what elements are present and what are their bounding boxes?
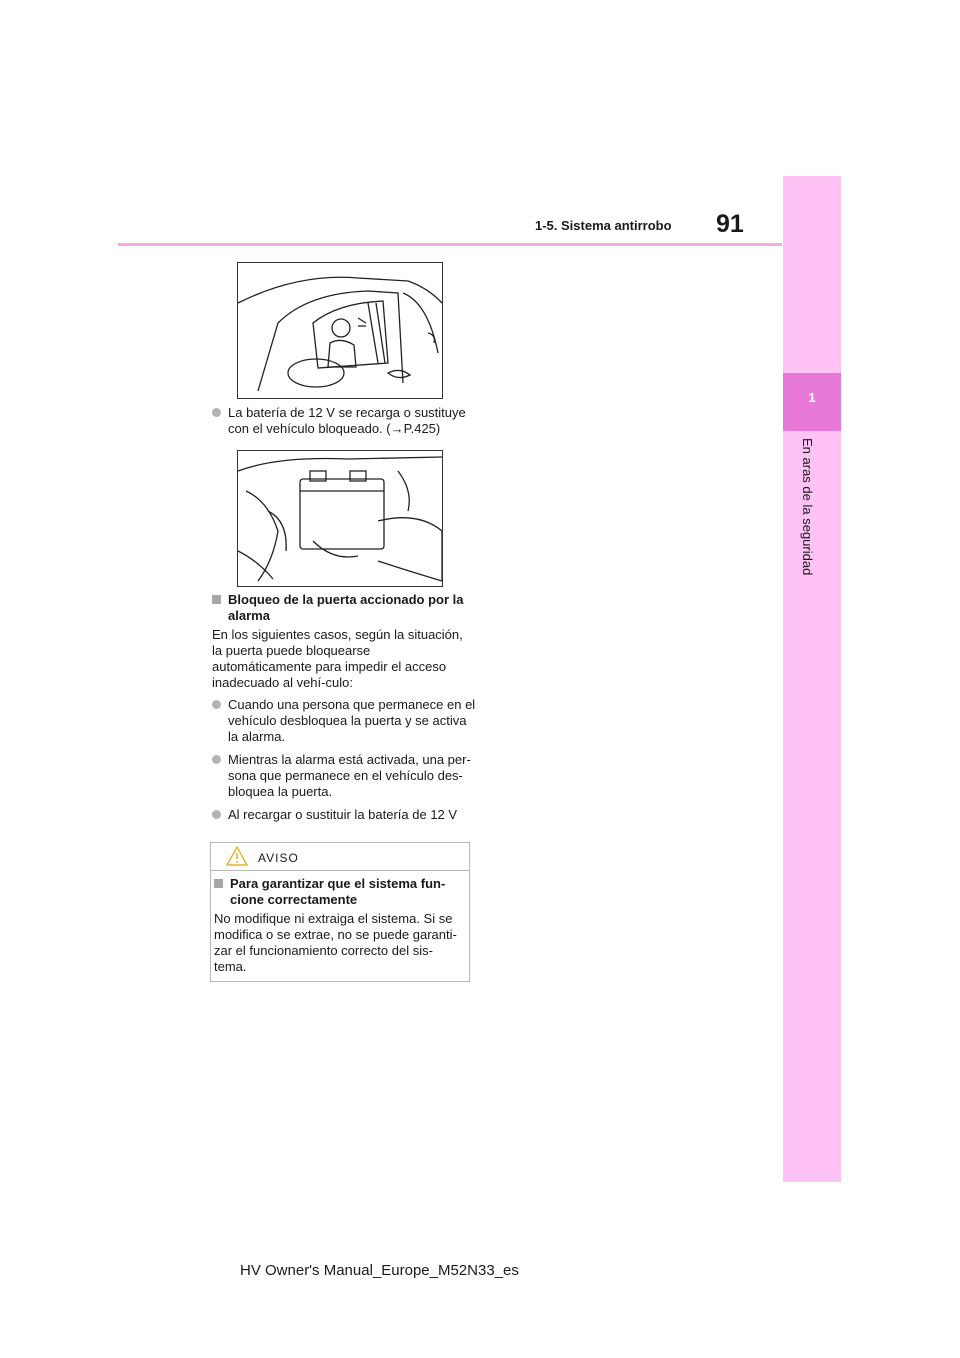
subheading-alarm-door-lock — [212, 592, 478, 624]
bullet-dot-icon — [212, 755, 221, 764]
list-item-text: Cuando una persona que permanece en el vehículo desbloquea la puerta y se activa la alarma. — [228, 697, 476, 744]
chapter-number: 1 — [808, 390, 816, 405]
subheading-text: Bloqueo de la puerta accionado por la alarma — [228, 592, 464, 623]
list-item-text: Mientras la alarma está activada, una per-sona que permanece en el vehículo des-bloquea la puerta. — [228, 752, 471, 799]
warning-header-divider — [210, 870, 470, 871]
bullet-text: La batería de 12 V se recarga o sustituye con el vehículo bloqueado. (→P.425) — [228, 405, 466, 436]
intro-paragraph: En los siguientes casos, según la situación, la puerta puede bloquearse automáticamente para impedir el acceso inadecuado al vehí-culo: — [212, 627, 463, 690]
warning-text: No modifique ni extraiga el sistema. Si se modifica o se extrae, no se puede garanti-zar el funcionamiento correcto del sis-tema. — [214, 911, 457, 974]
list-item — [212, 807, 480, 823]
warning-triangle-icon — [226, 846, 248, 871]
warning-subheading-text: Para garantizar que el sistema fun-cione correctamente — [230, 876, 446, 907]
bullet-dot-icon — [212, 810, 221, 819]
warning-label: AVISO — [258, 851, 299, 865]
square-bullet-icon — [212, 595, 221, 604]
list-item — [212, 752, 480, 800]
list-item — [212, 697, 480, 745]
square-bullet-icon — [214, 879, 223, 888]
warning-subheading — [214, 876, 470, 908]
illustration-battery-replacement — [237, 450, 443, 587]
section-title: 1-5. Sistema antirrobo — [535, 218, 672, 233]
chapter-title: En aras de la seguridad — [800, 438, 815, 576]
battery-illustration-drawing — [238, 451, 442, 586]
bullet-dot-icon — [212, 700, 221, 709]
footer-manual-id: HV Owner's Manual_Europe_M52N33_es — [240, 1262, 519, 1279]
header-rule — [118, 243, 782, 246]
list-item-text: Al recargar o sustituir la batería de 12 V — [228, 807, 458, 822]
chapter-side-band — [783, 176, 841, 1182]
bullet-battery-recharge — [212, 405, 478, 437]
bullet-dot-icon — [212, 408, 221, 417]
illustration-person-in-car — [237, 262, 443, 399]
page-number: 91 — [716, 210, 744, 238]
car-illustration-drawing — [238, 263, 442, 398]
